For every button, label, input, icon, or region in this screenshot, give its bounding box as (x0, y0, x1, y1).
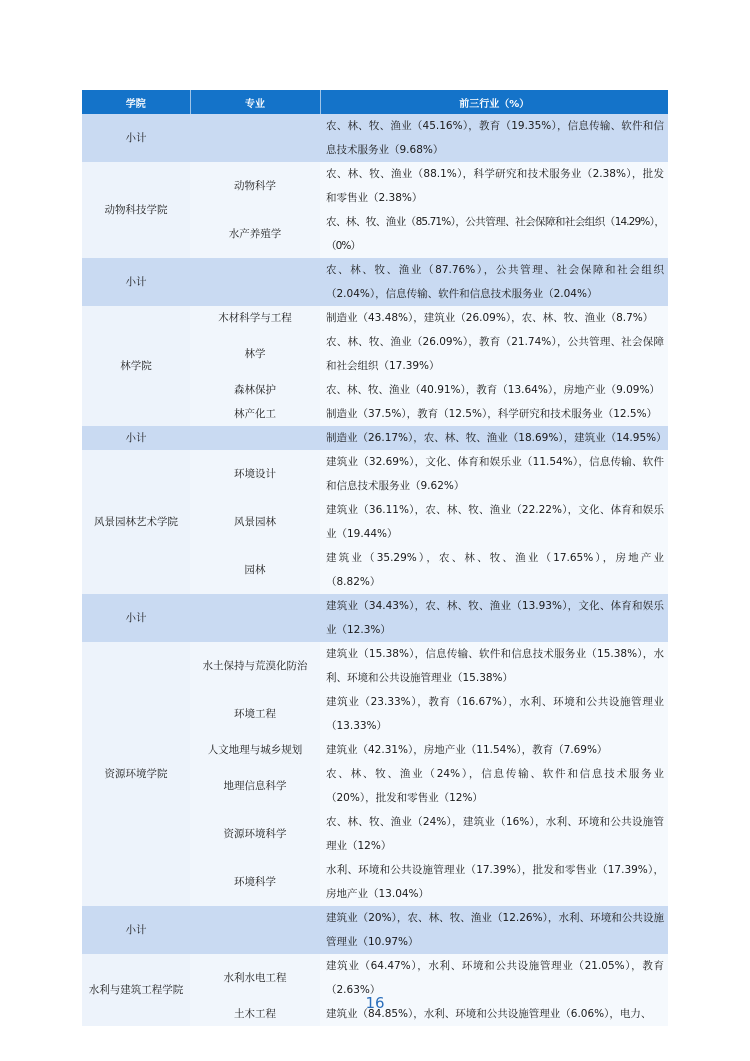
industries-cell: 农、林、牧、渔业（24%），信息传输、软件和信息技术服务业（20%），批发和零售业（12%） (320, 762, 668, 810)
header-major: 专业 (190, 90, 320, 114)
subtotal-label: 小计 (82, 426, 190, 450)
subtotal-row (82, 906, 668, 954)
major-cell: 土木工程 (190, 1002, 320, 1026)
major-cell: 林学 (190, 330, 320, 378)
college-cell: 水利与建筑工程学院 (82, 954, 190, 1026)
major-cell: 水产养殖学 (190, 210, 320, 258)
industries-cell: 制造业（26.17%），农、林、牧、渔业（18.69%），建筑业（14.95%） (320, 426, 668, 450)
major-cell (190, 906, 320, 954)
major-cell (190, 594, 320, 642)
major-cell: 环境设计 (190, 450, 320, 498)
subtotal-row (82, 426, 668, 450)
college-cell: 林学院 (82, 306, 190, 426)
page-number: 16 (365, 994, 385, 1012)
major-cell (190, 426, 320, 450)
subtotal-label: 小计 (82, 114, 190, 162)
industries-cell: 建筑业（23.33%），教育（16.67%），水利、环境和公共设施管理业（13.33%） (320, 690, 668, 738)
industries-cell: 建筑业（36.11%），农、林、牧、渔业（22.22%），文化、体育和娱乐业（19.44%） (320, 498, 668, 546)
header-college: 学院 (82, 90, 190, 114)
industries-cell: 建筑业（34.43%），农、林、牧、渔业（13.93%），文化、体育和娱乐业（12.3%） (320, 594, 668, 642)
subtotal-label: 小计 (82, 594, 190, 642)
industries-cell: 农、林、牧、渔业（40.91%），教育（13.64%），房地产业（9.09%） (320, 378, 668, 402)
major-cell (190, 114, 320, 162)
major-cell: 水土保持与荒漠化防治 (190, 642, 320, 690)
industries-cell: 建筑业（64.47%），水利、环境和公共设施管理业（21.05%），教育（2.63%） (320, 954, 668, 1002)
table-row (82, 306, 668, 330)
major-cell: 林产化工 (190, 402, 320, 426)
major-cell: 地理信息科学 (190, 762, 320, 810)
industries-cell: 农、林、牧、渔业（88.1%），科学研究和技术服务业（2.38%），批发和零售业（2.38%） (320, 162, 668, 210)
industries-cell: 制造业（43.48%），建筑业（26.09%），农、林、牧、渔业（8.7%） (320, 306, 668, 330)
table-row (82, 450, 668, 498)
major-cell: 森林保护 (190, 378, 320, 402)
industries-cell: 农、林、牧、渔业（26.09%），教育（21.74%），公共管理、社会保障和社会组织（17.39%） (320, 330, 668, 378)
college-cell: 动物科技学院 (82, 162, 190, 258)
major-cell: 环境科学 (190, 858, 320, 906)
industries-cell: 农、林、牧、渔业（45.16%），教育（19.35%），信息传输、软件和信息技术服务业（9.68%） (320, 114, 668, 162)
major-cell: 园林 (190, 546, 320, 594)
industries-cell: 建筑业（35.29%），农、林、牧、渔业（17.65%），房地产业（8.82%） (320, 546, 668, 594)
major-cell: 水利水电工程 (190, 954, 320, 1002)
major-cell: 资源环境科学 (190, 810, 320, 858)
industries-cell: 建筑业（20%），农、林、牧、渔业（12.26%），水利、环境和公共设施管理业（10.97%） (320, 906, 668, 954)
subtotal-row (82, 594, 668, 642)
table-header-row (82, 90, 668, 114)
industries-cell: 建筑业（84.85%），水利、环境和公共设施管理业（6.06%），电力、 (320, 1002, 668, 1026)
subtotal-row (82, 258, 668, 306)
industries-cell: 水利、环境和公共设施管理业（17.39%），批发和零售业（17.39%），房地产业（13.04%） (320, 858, 668, 906)
table-row (82, 162, 668, 210)
industries-cell: 建筑业（32.69%），文化、体育和娱乐业（11.54%），信息传输、软件和信息技术服务业（9.62%） (320, 450, 668, 498)
subtotal-label: 小计 (82, 258, 190, 306)
college-cell: 资源环境学院 (82, 642, 190, 906)
industries-cell: 农、林、牧、渔业（85.71%），公共管理、社会保障和社会组织（14.29%），（0%） (320, 210, 668, 258)
major-cell: 木材科学与工程 (190, 306, 320, 330)
industries-cell: 建筑业（15.38%），信息传输、软件和信息技术服务业（15.38%），水利、环境和公共设施管理业（15.38%） (320, 642, 668, 690)
college-cell: 风景园林艺术学院 (82, 450, 190, 594)
header-industries: 前三行业（%） (320, 90, 668, 114)
major-cell (190, 258, 320, 306)
industries-cell: 农、林、牧、渔业（87.76%），公共管理、社会保障和社会组织（2.04%），信息传输、软件和信息技术服务业（2.04%） (320, 258, 668, 306)
major-cell: 人文地理与城乡规划 (190, 738, 320, 762)
subtotal-label: 小计 (82, 906, 190, 954)
major-cell: 动物科学 (190, 162, 320, 210)
table-row (82, 642, 668, 690)
industries-cell: 建筑业（42.31%），房地产业（11.54%），教育（7.69%） (320, 738, 668, 762)
subtotal-row (82, 114, 668, 162)
industry-table (82, 90, 668, 1026)
major-cell: 环境工程 (190, 690, 320, 738)
industries-cell: 农、林、牧、渔业（24%），建筑业（16%），水利、环境和公共设施管理业（12%） (320, 810, 668, 858)
industries-cell: 制造业（37.5%），教育（12.5%），科学研究和技术服务业（12.5%） (320, 402, 668, 426)
major-cell: 风景园林 (190, 498, 320, 546)
